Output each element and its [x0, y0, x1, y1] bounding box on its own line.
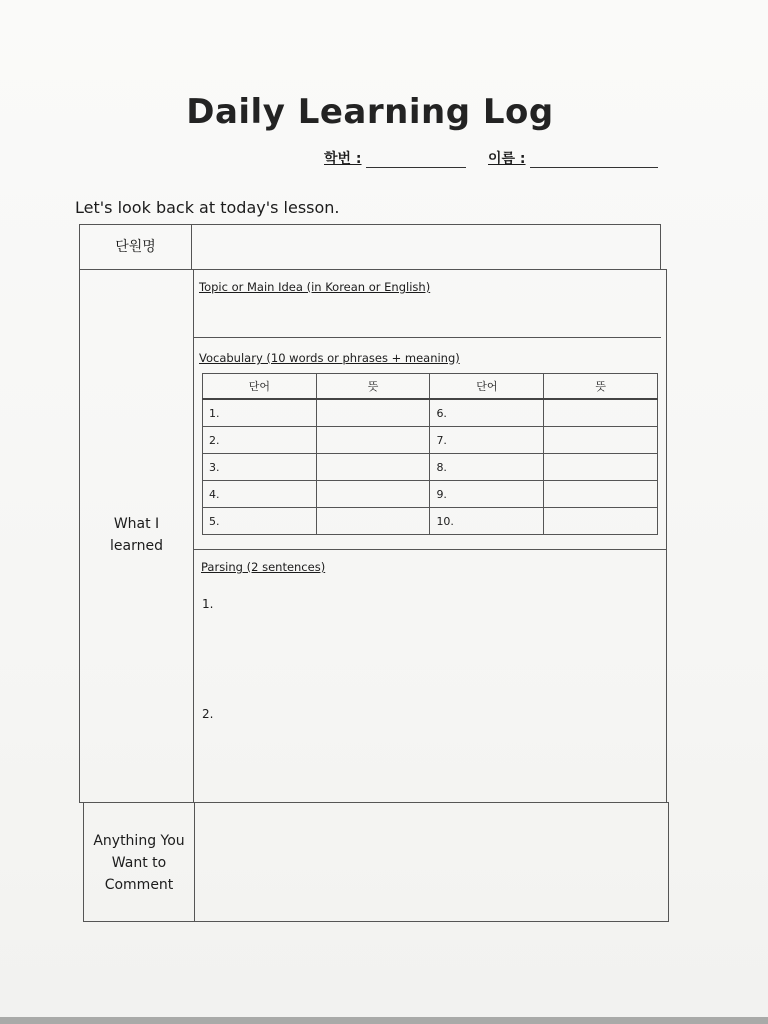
vocab-meaning-cell[interactable] [544, 481, 658, 508]
comment-label [84, 830, 194, 896]
vocab-word-cell[interactable]: 9. [430, 481, 544, 508]
vocab-meaning-cell[interactable] [316, 427, 430, 454]
unit-label: 단원명 [115, 239, 156, 255]
vocab-meaning-cell[interactable] [544, 454, 658, 481]
table-row [203, 427, 658, 454]
comment-label-line1: Anything You [93, 833, 185, 849]
vocab-word-cell[interactable]: 6. [430, 399, 544, 427]
parsing-input[interactable] [214, 590, 660, 690]
table-row [203, 508, 658, 535]
page-title: Daily Learning Log [186, 92, 554, 132]
vocab-word-cell[interactable]: 1. [203, 399, 317, 427]
vocab-header-meaning: 뜻 [316, 374, 430, 400]
topic-label: Topic or Main Idea (in Korean or English) [199, 280, 431, 294]
page-edge [0, 1017, 768, 1024]
vocab-meaning-cell[interactable] [544, 508, 658, 535]
vocab-divider [193, 549, 667, 550]
comment-input[interactable] [196, 804, 666, 920]
table-row [203, 454, 658, 481]
parsing-input[interactable] [214, 700, 660, 796]
topic-input[interactable] [194, 296, 660, 336]
name-blank[interactable] [530, 153, 658, 168]
vocab-label: Vocabulary (10 words or phrases + meaning) [199, 351, 460, 365]
comment-label-line2: Want to [111, 855, 167, 871]
name-field[interactable] [488, 148, 658, 168]
intro-text: Let's look back at today's lesson. [75, 198, 340, 217]
vocab-header-meaning: 뜻 [544, 374, 658, 400]
what-learned-label [80, 513, 193, 557]
table-row [203, 399, 658, 427]
parsing-number: 1. [202, 597, 214, 611]
what-learned-line1: What I [113, 516, 160, 532]
name-label: 이름 : [488, 151, 526, 167]
vocab-word-cell[interactable]: 2. [203, 427, 317, 454]
vocab-word-cell[interactable]: 3. [203, 454, 317, 481]
comment-label-line3: Comment [104, 877, 174, 893]
parsing-label: Parsing (2 sentences) [201, 560, 326, 574]
vocab-meaning-cell[interactable] [316, 508, 430, 535]
vocab-meaning-cell[interactable] [544, 427, 658, 454]
parsing-number: 2. [202, 707, 214, 721]
vocab-word-cell[interactable]: 4. [203, 481, 317, 508]
vocab-meaning-cell[interactable] [316, 399, 430, 427]
table-row [203, 481, 658, 508]
vocab-header-word: 단어 [203, 374, 317, 400]
student-id-blank[interactable] [366, 153, 466, 168]
vocab-meaning-cell[interactable] [316, 481, 430, 508]
vocab-meaning-cell[interactable] [316, 454, 430, 481]
student-id-label: 학번 : [324, 151, 362, 167]
vocab-word-cell[interactable]: 7. [430, 427, 544, 454]
vocab-word-cell[interactable]: 5. [203, 508, 317, 535]
vocab-meaning-cell[interactable] [544, 399, 658, 427]
student-id-field[interactable] [324, 148, 466, 168]
vocab-word-cell[interactable]: 10. [430, 508, 544, 535]
vocab-header-word: 단어 [430, 374, 544, 400]
vocab-word-cell[interactable]: 8. [430, 454, 544, 481]
topic-divider [193, 337, 661, 338]
vocab-table [202, 373, 658, 535]
unit-input[interactable] [192, 225, 660, 269]
what-learned-line2: learned [110, 538, 163, 554]
what-learned-divider [193, 269, 194, 803]
comment-divider [194, 802, 195, 922]
